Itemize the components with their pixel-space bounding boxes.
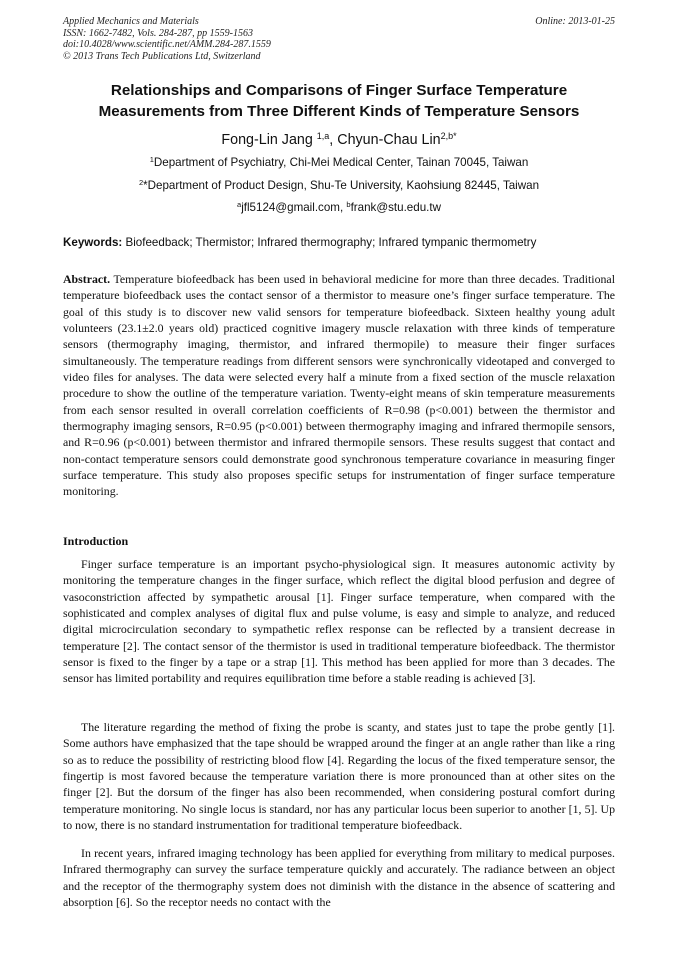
online-date: Online: 2013-01-25: [535, 16, 615, 27]
author-1: Fong-Lin Jang: [221, 132, 317, 148]
keywords-label: Keywords:: [63, 236, 123, 249]
affiliation-2-marker: 2: [138, 178, 144, 187]
doi-line: doi:10.4028/www.scientific.net/AMM.284-287.1559: [63, 39, 271, 50]
affiliation-1: [40, 156, 638, 170]
email-line: [40, 201, 638, 215]
email-b: frank@stu.edu.tw: [350, 201, 441, 214]
email-a-marker: a: [237, 200, 242, 209]
journal-name: Applied Mechanics and Materials: [63, 16, 199, 27]
author-2: Chyun-Chau Lin: [337, 132, 441, 148]
author-line: [60, 131, 618, 149]
abstract-paragraph: [63, 271, 615, 500]
keywords-text: Biofeedback; Thermistor; Infrared thermography; Infrared tympanic thermometry: [122, 236, 537, 249]
author-1-affiliation-marker: 1,a: [316, 131, 330, 141]
keywords-line: [63, 236, 615, 250]
introduction-paragraph-2: The literature regarding the method of fixing the probe is scanty, and states just to tape the probe gently [1]. Some authors have emphasized that the tape should be wrapped around the finger at an angle rather than like a ring so as to reduce the possibility of restricting blood flow [4]. Regarding the locus of the fixed temperature sensor, the fingertip is most favored because the temperature variation there is more pronounced than at other sites on the finger [2]. But the dorsum of the finger has also been recommended, when considering postural comfort during temperature monitoring. No single locus is standard, nor has any particular locus been superior to another [1, 5]. Up to now, there is no standard instrumentation for traditional temperature biofeedback.: [63, 720, 615, 833]
affiliation-1-marker: 1: [149, 155, 154, 164]
author-separator: ,: [329, 132, 338, 148]
issn-line: ISSN: 1662-7482, Vols. 284-287, pp 1559-1563: [63, 27, 253, 39]
introduction-paragraph-3: In recent years, infrared imaging technology has been applied for everything from military to medical purposes. Infrared thermography can survey the surface temperature quickly and accurately. The radiance between an object and the receptor of the thermography system does not diminish with the distance in the absence of scattering and absorption [6]. So the receptor needs no contact with the: [63, 846, 615, 910]
paper-title: Relationships and Comparisons of Finger Surface Temperature Measurements from Three Different Kinds of Temperature Sensors: [98, 82, 580, 120]
affiliation-1-text: Department of Psychiatry, Chi-Mei Medical Center, Tainan 70045, Taiwan: [153, 156, 529, 169]
email-b-marker: b: [346, 200, 351, 209]
introduction-paragraph-1: Finger surface temperature is an important psycho-physiological sign. It measures autonomic activity by monitoring the temperature changes in the finger surface, which reflect the digital blood perfusion and degree of vasoconstriction affected by sympathetic arousal [1]. Finger surface temperature, when compared with the sophisticated and complex analyses of digital flux and pulse volume, is easy and simple to analyze, and reduced digital microcirculation secondary to sympathetic reflex response can be reflected by a transient decrease in temperature [2]. The contact sensor of the thermistor is used in traditional temperature biofeedback. The thermistor sensor is fixed to the finger by a tape or a strap [1]. This method has been applied for more than 3 decades. The sensor has limited portability and requires equilibration time before a stable reading is achieved [3].: [63, 557, 615, 686]
abstract-text: Temperature biofeedback has been used in behavioral medicine for more than three decades. Traditional temperature biofeedback uses the contact sensor of a thermistor to measure one’s finger surface temperature. The goal of this study is to discover new valid sensors for temperature biofeedback. Sixteen healthy young adult volunteers (23.1±2.0 years old) practiced cognitive imagery muscle relaxation with three kinds of temperature sensors (thermography imaging, thermistor, and infrared thermopile) to measure their finger surfaces simultaneously. The temperature readings from different sensors were synchronically videotaped and converged to video files for analyses. The data were selected every half a minute from a fixed section of the muscle relaxation procedure to show the outline of the temperature variation. Twenty-eight means of skin temperature measurements from each sensor resulted in overall correlation coefficients of R=0.98 (p<0.001) between the thermistor and thermography imaging sensors, R=0.95 (p<0.001) between thermography imaging and infrared thermopile sensors, and R=0.96 (p<0.001) between thermistor and infrared thermopile sensors. These results suggest that contact and non-contact temperature sensors could demonstrate good synchronous temperature covariance in measuring finger surface temperature. This study also proposes specific setups for instrumentation of finger surface temperature monitoring.: [63, 272, 615, 499]
author-2-affiliation-marker: 2,b*: [440, 131, 457, 141]
introduction-heading: Introduction: [63, 534, 129, 548]
affiliation-2: [40, 179, 638, 193]
abstract-label: Abstract.: [63, 272, 111, 286]
journal-header: [63, 16, 615, 62]
email-a: jfl5124@gmail.com,: [241, 201, 347, 214]
copyright-line: © 2013 Trans Tech Publications Ltd, Switzerland: [63, 50, 261, 62]
affiliation-2-text: *Department of Product Design, Shu-Te University, Kaohsiung 82445, Taiwan: [143, 179, 540, 192]
